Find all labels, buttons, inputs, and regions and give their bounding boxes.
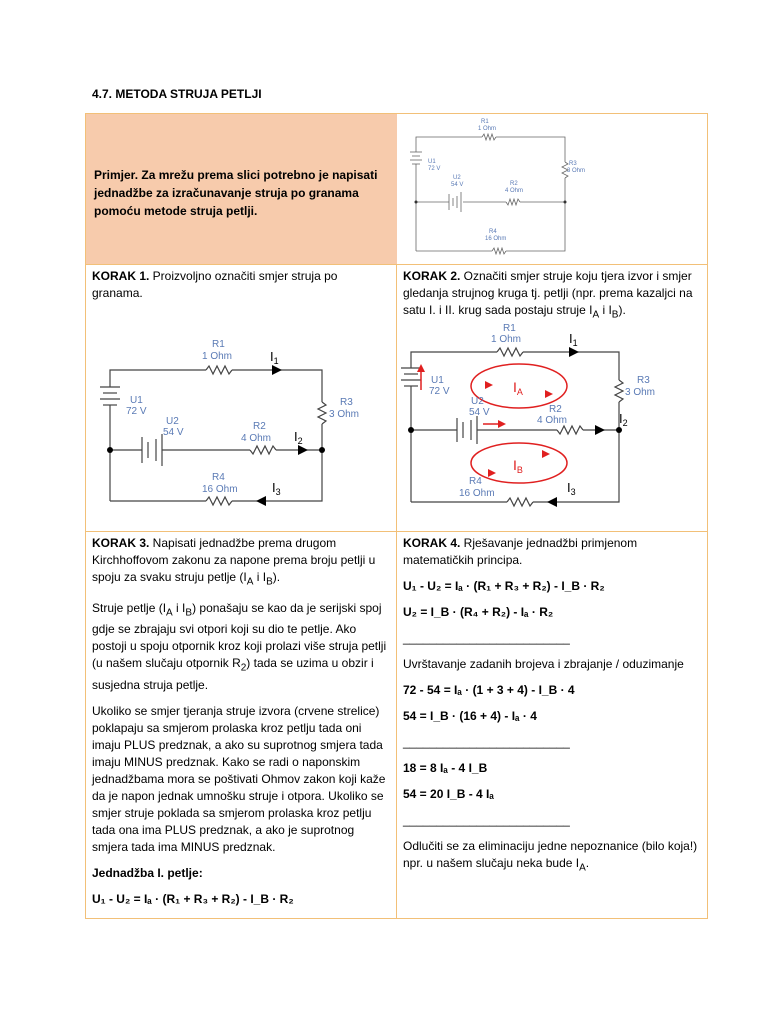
step4-elimination-text: Odlučiti se za eliminaciju jedne nepoznanice (bilo koja!) npr. u našem slučaju neka bude $I_A$. [403,839,698,874]
r2-name: R2 [549,404,562,416]
step3-loop-currents: Struje petlje ($I_A$ i $I_B$) ponašaju se kao da je serijski spoj gdje se zbrajaju svi otpori koji su dio te petlje. Ako postoji u spoju otpornik kroz koji prolazi više struja petlji (u našem slučaju otpornik $R_2$) tada se uzima u obzir i susjedna struja petlje. [92,600,387,692]
step4-eq2: U₂ = I_B · (R₄ + R₂) - Iₐ · R₂ [403,605,554,620]
u1-name: U1 [427,159,436,165]
u2-value: 54 V [450,182,463,188]
step3-intro: KORAK 3. Napisati jednadžbe prema drugom Kirchhoffovom zakonu za napone prema broju petlji u spoju za svaku struju petlje ($I_A$ i $I_B$). [92,536,376,588]
r2-value: 4 Ohm [241,433,272,444]
separator: _________________________ [403,735,570,750]
intro-cell [86,114,397,265]
step3-sign-rules: Ukoliko se smjer tjeranja struje izvora (crvene strelice) poklapaju sa smjerom prolaska kroz petlju tada oni imaju PLUS predznak, a ako su suprotnog smjera tada imaju MINUS predznak. Kako se radi o naponskim jednadžbama mora se poštivati Ohmov zakon koji kaže da je napon jednak umnošku struje i otpora. Ukoliko se smjer struje poklada sa smjerom prolaska kroz petlju tada ona ima PLUS predznak, a ako je suprotnog smjera tada ima MINUS predznak. [92,703,386,854]
circuit-diagram-small [397,114,585,264]
r1-name: R1 [212,339,225,350]
label-i1: $I_1$ [569,331,578,349]
step3-cell [86,532,397,919]
r1-value: 1 Ohm [491,334,522,346]
r3-name: R3 [340,397,353,408]
step4-eq4: 54 = I_B · (16 + 4) - Iₐ · 4 [403,709,537,724]
u2-name: U2 [166,416,179,427]
step4-eq6: 54 = 20 I_B - 4 Iₐ [403,787,494,802]
r4-value: 16 Ohm [484,236,506,242]
r2-value: 4 Ohm [504,188,523,194]
circuit-diagram-step2 [397,323,702,531]
u2-name: U2 [471,396,484,408]
u2-name: U2 [452,175,461,181]
u1-value: 72 V [427,166,440,172]
r2-name: R2 [253,421,266,432]
r1-name: R1 [503,323,516,335]
label-i1: $I_1$ [270,349,279,366]
step4-eq5: 18 = 8 Iₐ - 4 I_B [403,761,488,776]
step1-text: KORAK 1. Proizvoljno označiti smjer struja po granama. [92,269,338,300]
u2-value: 54 V [469,407,490,419]
label-i2: $I_2$ [294,429,303,446]
r2-name: R2 [509,181,518,187]
r2-value: 4 Ohm [537,415,568,427]
u1-name: U1 [431,375,444,387]
step4-eq3: 72 - 54 = Iₐ · (1 + 3 + 4) - I_B · 4 [403,683,575,698]
step2-text: KORAK 2. Označiti smjer struje koju tjera izvor i smjer gledanja strujnog kruga tj. petlji (npr. prema kazaljci na satu I. i II. krug sada postaju struje $I_A$ i $I_B$). [403,269,693,321]
r3-value: 3 Ohm [329,409,360,420]
label-i3: $I_3$ [272,480,281,497]
step4-intro: KORAK 4. Rješavanje jednadžbi primjenom matematičkih principa. [403,536,638,568]
r4-name: R4 [212,472,225,483]
label-ib: $I_B$ [513,457,523,476]
label-i3: $I_3$ [567,480,576,498]
label-i2: $I_2$ [619,411,628,429]
step2-cell [397,265,708,532]
r1-name: R1 [480,119,489,125]
content-table [85,113,708,919]
step1-cell [86,265,397,532]
circuit-diagram-step1 [86,305,391,525]
intro-text: Primjer. Za mrežu prema slici potrebno je napisati jednadžbe za izračunavanje struja po granama pomoću metode struja petlji. [94,168,378,218]
u1-value: 72 V [126,406,147,417]
r4-value: 16 Ohm [202,484,238,495]
label-ia: $I_A$ [513,379,523,398]
step4-eq1: U₁ - U₂ = Iₐ · (R₁ + R₃ + R₂) - I_B · R₂ [403,579,605,594]
step4-substitution-text: Uvrštavanje zadanih brojeva i zbrajanje / oduzimanje [403,657,684,672]
r4-name: R4 [469,476,482,488]
u2-value: 54 V [163,427,184,438]
step3-eq-title: Jednadžba I. petlje: [92,865,203,880]
r3-value: 3 Ohm [566,168,585,174]
r4-value: 16 Ohm [459,488,495,500]
separator: _________________________ [403,813,570,828]
step4-cell [397,532,708,919]
step3-equation: U₁ - U₂ = Iₐ · (R₁ + R₃ + R₂) - I_B · R₂ [92,891,294,906]
u1-value: 72 V [429,386,450,398]
section-heading: 4.7. METODA STRUJA PETLJI [92,87,262,101]
r4-name: R4 [488,229,497,235]
r3-name: R3 [637,375,650,387]
r1-value: 1 Ohm [202,351,233,362]
separator: _________________________ [403,631,570,646]
r3-value: 3 Ohm [625,387,656,399]
intro-circuit-cell [397,114,708,265]
r3-name: R3 [568,161,577,167]
u1-name: U1 [130,395,143,406]
r1-value: 1 Ohm [477,126,496,132]
